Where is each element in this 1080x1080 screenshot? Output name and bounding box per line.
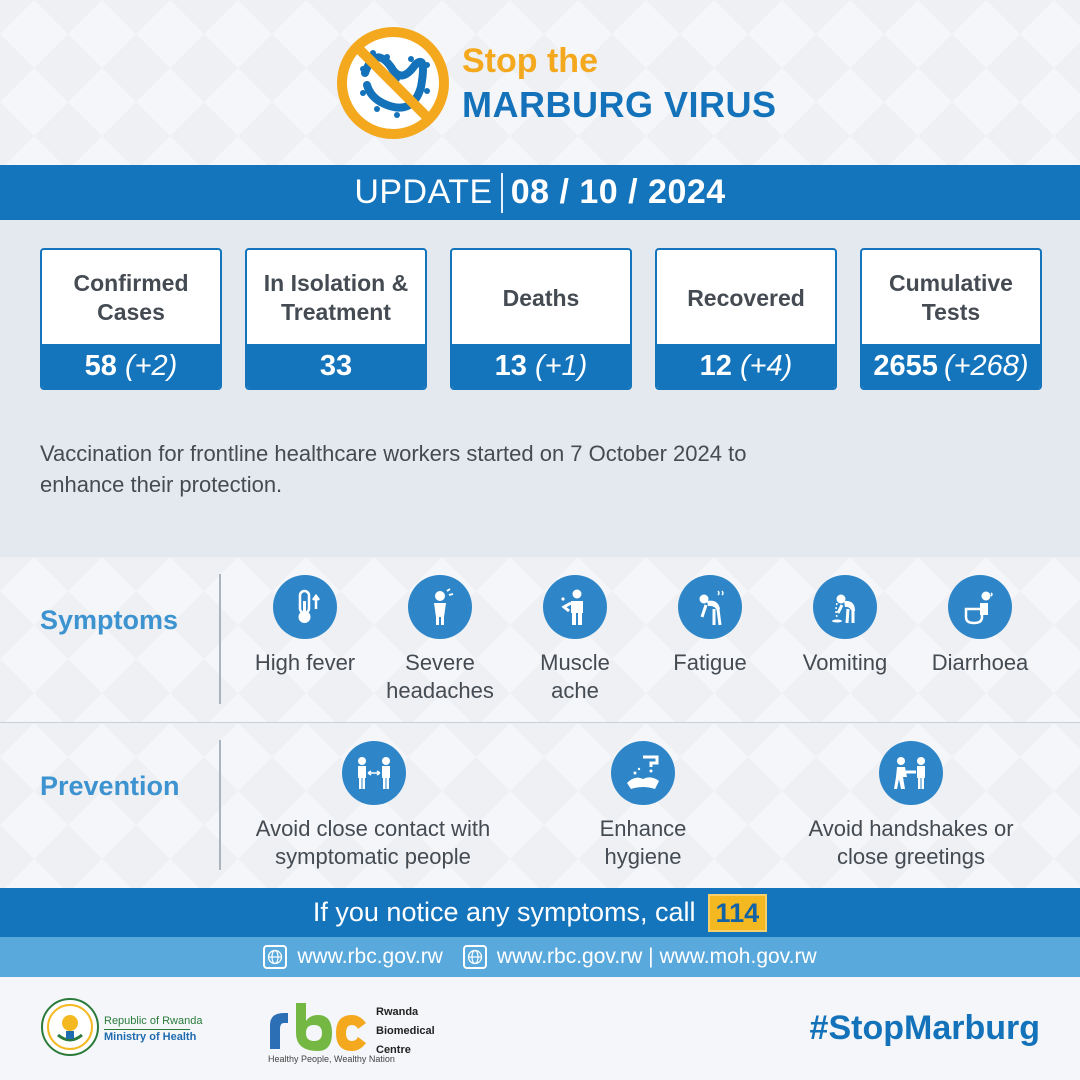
rbc-line: Rwanda: [376, 1006, 419, 1018]
stat-label: Deaths: [502, 284, 580, 311]
handshake-icon: [879, 741, 943, 805]
hotline-number[interactable]: 114: [708, 894, 768, 932]
website-link[interactable]: www.rbc.gov.rw: [297, 945, 443, 968]
section-divider-line: [219, 740, 221, 870]
moh-republic-text: Republic of Rwanda: [104, 1015, 203, 1027]
stat-label: Cumulative Tests: [889, 270, 1013, 325]
distance-icon: [342, 741, 406, 805]
fatigue-icon: [678, 575, 742, 639]
prevention-label: Avoid close contact with symptomatic people: [255, 816, 491, 869]
prevention-label: Avoid handshakes or close greetings: [808, 816, 1014, 869]
vaccination-note: Vaccination for frontline healthcare workers started on 7 October 2024 to enhance their protection.: [40, 441, 747, 497]
prevention-section: [0, 723, 1080, 888]
footer: [0, 977, 1080, 1080]
header: [0, 0, 1080, 165]
moh-divider: [104, 1029, 190, 1030]
stat-value-row: [42, 344, 220, 388]
website-group-1: [263, 945, 442, 969]
stat-value: 58: [84, 349, 117, 382]
stat-delta: (+268): [943, 349, 1029, 382]
rbc-tagline: Healthy People, Wealthy Nation: [268, 1054, 395, 1064]
stat-value: 2655: [873, 349, 938, 382]
stat-card-confirmed: [40, 248, 222, 390]
stat-card-deaths: [450, 248, 632, 390]
symptom-label: Vomiting: [802, 650, 888, 675]
stat-label: Recovered: [687, 284, 805, 311]
update-label: UPDATE: [354, 173, 493, 211]
handwash-icon: [611, 741, 675, 805]
prevention-label: Enhance hygiene: [599, 816, 687, 869]
rbc-name: [376, 1003, 435, 1060]
stat-card-recovered: [655, 248, 837, 390]
call-text: If you notice any symptoms, call: [312, 897, 696, 927]
symptoms-section: [0, 557, 1080, 722]
call-bar: [0, 888, 1080, 937]
symptoms-title: Symptoms: [40, 605, 179, 635]
vomiting-icon: [813, 575, 877, 639]
web-bar: [0, 937, 1080, 977]
rbc-line: Biomedical: [376, 1025, 435, 1037]
globe-icon: [263, 945, 287, 969]
stat-value-row: [862, 344, 1040, 388]
globe-icon: [463, 945, 487, 969]
stat-card-tests: [860, 248, 1042, 390]
update-date: 08 / 10 / 2024: [510, 173, 726, 211]
muscle-ache-icon: [543, 575, 607, 639]
symptom-label: High fever: [254, 650, 356, 675]
symptom-label: Fatigue: [673, 650, 747, 675]
stat-delta: (+4): [739, 349, 793, 382]
prevention-title: Prevention: [40, 771, 180, 801]
rbc-logo-icon: [266, 1001, 370, 1053]
stats-area: [0, 220, 1080, 557]
headache-icon: [408, 575, 472, 639]
section-divider-line: [219, 574, 221, 704]
stat-delta: (+1): [534, 349, 588, 382]
website-group-2: [463, 945, 817, 969]
no-virus-icon: [335, 25, 451, 141]
stat-label: Confirmed Cases: [73, 270, 189, 325]
rwanda-coat-of-arms-icon: [40, 995, 100, 1061]
hashtag: #StopMarburg: [809, 1009, 1040, 1047]
moh-ministry-text: Ministry of Health: [104, 1031, 197, 1043]
title-main: MARBURG VIRUS: [462, 84, 777, 125]
title-top: Stop the: [462, 42, 598, 80]
stat-value-row: [452, 344, 630, 388]
stat-delta: (+2): [124, 349, 178, 382]
stat-label: In Isolation & Treatment: [263, 270, 409, 325]
thermometer-icon: [273, 575, 337, 639]
stat-value: 13: [494, 349, 527, 382]
website-link[interactable]: www.rbc.gov.rw | www.moh.gov.rw: [496, 945, 817, 968]
symptom-label: Severe headaches: [386, 650, 494, 703]
symptom-label: Muscle ache: [540, 650, 610, 703]
stat-value: 12: [699, 349, 732, 382]
stat-value-row: [247, 344, 425, 388]
rbc-line: Centre: [376, 1044, 411, 1056]
update-bar: [0, 165, 1080, 220]
diarrhoea-icon: [948, 575, 1012, 639]
symptom-label: Diarrhoea: [931, 650, 1029, 675]
stat-value-row: [657, 344, 835, 388]
update-separator: [501, 173, 503, 213]
stat-value: 33: [319, 349, 353, 382]
stat-card-isolation: [245, 248, 427, 390]
